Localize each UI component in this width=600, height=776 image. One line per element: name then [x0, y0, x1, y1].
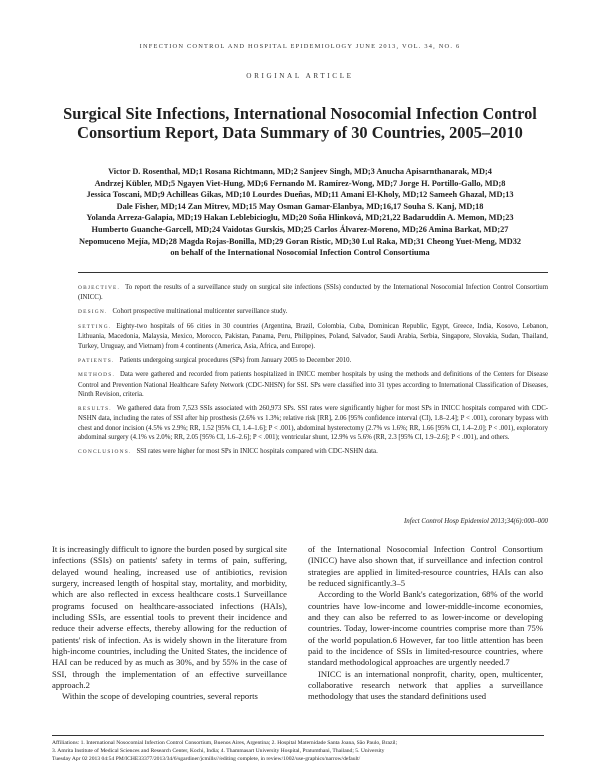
author-list	[55, 166, 545, 259]
abstract-label: PATIENTS.	[78, 357, 115, 364]
body-paragraph: INICC is an international nonprofit, charity, open, multicenter, collaborative research network that applies a surveillance methodology that uses the standard definitions used	[308, 668, 543, 702]
abstract-conclusions	[78, 447, 548, 457]
body-paragraph: According to the World Bank's categorization, 68% of the world countries have low-income and lower-middle-income economies, and they can also be referred to as lower-income or developing countries. Today, lower-income countries comprise more than 75% of the world population.6 However, far too little attention has been paid to the incidence of SSIs in limited-resource countries, where standard methodological approaches are urgently needed.7	[308, 589, 543, 668]
abstract-label: RESULTS.	[78, 405, 112, 412]
abstract-text: Data were gathered and recorded from patients hospitalized in INICC member hospitals by using the methods and definitions of the Centers for Disease Control and Prevention National Healthcare Safety Network (CDC-NHSN) for SSI. SPs were classified into 31 types according to International Classification of Diseases, Ninth Revision, criteria.	[78, 371, 548, 399]
abstract-text: We gathered data from 7,523 SSIs associated with 260,973 SPs. SSI rates were significantly higher for most SPs in INICC hospitals compared with CDC-NSHN data, including the rates of SSI after hip prosthesis (2.6% vs 1.3%; relative risk [RR], 2.06 [95% confidence interval (CI), 1.8–2.4]; P < .001), coronary bypass with chest and donor incision (4.5% vs 2.9%; RR, 1.52 [95% CI, 1.4–1.6]; P < .001), abdominal hysterectomy (2.7% vs 1.6%; RR, 1.66 [95% CI, 1.4–2.0]; P < .001), exploratory abdominal surgery (4.1% vs 2.0%; RR, 2.05 [95% CI, 1.6–2.6]; P < .001); ventricular shunt, 12.9% vs 5.6% (RR, 2.3 [95% CI, 1.9–2.6]; P < .001), and others.	[78, 404, 548, 441]
author-line: Dale Fisher, MD;14 Zan Mitrev, MD;15 May Osman Gamar-Elanbya, MD;16,17 Souha S. Kanj, MD;18	[116, 201, 484, 211]
footnote-line: 3. Amrita Institute of Medical Sciences and Research Center, Kochi, India; 4. Thammasart University Hospital, Pratumthani, Thailand; 5. University	[52, 748, 385, 755]
body-paragraph: It is increasingly difficult to ignore the burden posed by surgical site infections (SSIs) on patients' safety in terms of pain, suffering, delayed wound healing, increased use of antibiotics, revision surgery, increased length of hospital stay, mortality, and morbidity, which are also reflected in excess healthcare costs.1 Surveillance programs focused on healthcare-associated infections (HAIs), including SSIs, are essential tools to prevent their incidence and reduce their adverse effects, thereby allowing for the reduction of patients' risk of infection. As is widely shown in the literature from high-income countries, including the United States, the incidence of HAI can be reduced by as much as 30%, and by 55% in the case of SSI, through the implementation of an effective surveillance approach.2	[52, 544, 287, 691]
body-paragraph: of the International Nosocomial Infection Control Consortium (INICC) have also shown that, if surveillance and infection control strategies are applied in limited-resource countries, HAIs can also be reduced significantly.3–5	[308, 544, 543, 589]
abstract-top-rule	[78, 272, 548, 273]
abstract-objective	[78, 283, 548, 303]
author-line: Humberto Guanche-Garcell, MD;24 Vaidotas Gurskis, MD;25 Carlos Álvarez-Moreno, MD;26 Amina Barkat, MD;27	[91, 224, 509, 234]
author-line: Nepomuceno Mejía, MD;28 Magda Rojas-Bonilla, MD;29 Goran Ristic, MD;30 Lul Raka, MD;31 Cheong Yuet-Meng, MD32	[78, 236, 522, 246]
abstract-design	[78, 307, 548, 317]
author-line: Andrzej Kübler, MD;5 Ngayen Viet-Hung, MD;6 Fernando M. Ramírez-Wong, MD;7 Jorge H. Portillo-Gallo, MD;8	[94, 178, 506, 188]
abstract-text: Eighty-two hospitals of 66 cities in 30 countries (Argentina, Brazil, Colombia, Cuba, Dominican Republic, Egypt, Greece, India, Kosovo, Lebanon, Lithuania, Macedonia, Malaysia, Mexico, Morocco, Pakistan, Panama, Peru, Philippines, Poland, Salvador, Saudi Arabia, Serbia, Singapore, Slovakia, Sudan, Thailand, Turkey, Uruguay, and Vietnam) from 4 continents (America, Asia, Africa, and Europe).	[78, 323, 548, 350]
abstract-label: DESIGN.	[78, 309, 108, 316]
abstract-results	[78, 404, 548, 442]
abstract	[78, 283, 548, 462]
body-paragraph: Within the scope of developing countries, several reports	[62, 691, 258, 702]
article-type: ORIGINAL ARTICLE	[246, 72, 354, 80]
author-line: on behalf of the International Nosocomial Infection Control Consortiuma	[170, 248, 430, 258]
abstract-label: OBJECTIVE.	[78, 285, 121, 291]
body-column-left	[52, 544, 287, 703]
author-line: Jessica Toscani, MD;9 Achilleas Gikas, MD;10 Lourdes Dueñas, MD;11 Amani El-Kholy, MD;12 Sameeh Ghazal, MD;13	[86, 190, 514, 200]
abstract-label: CONCLUSIONS.	[78, 448, 132, 455]
article-title: Surgical Site Infections, International Nosocomial Infection Control Consortium Report, Data Summary of 30 Countries, 2005–2010	[63, 104, 537, 142]
abstract-text: Patients undergoing surgical procedures (SPs) from January 2005 to December 2010.	[119, 356, 352, 364]
running-head: INFECTION CONTROL AND HOSPITAL EPIDEMIOLOGY JUNE 2013, VOL. 34, NO. 6	[139, 43, 461, 50]
abstract-text: To report the results of a surveillance study on surgical site infections (SSIs) conducted by the International Nosocomial Infection Control Consortium (INICC).	[78, 284, 548, 302]
abstract-text: Cohort prospective multinational multicenter surveillance study.	[112, 308, 288, 316]
production-stamp: Tuesday Apr 02 2013 04:54 PM/ICHE33377/2013/34/6/sgardiner/jcmills///editing complete, in review/1002/use-graphics/narrow/default/	[52, 756, 361, 763]
abstract-label: METHODS.	[78, 372, 116, 379]
author-line: Yolanda Arreza-Galapia, MD;19 Hakan Leblebicioglu, MD;20 Soña Hlinková, MD;21,22 Badaruddin A. Memon, MD;23	[86, 213, 514, 223]
citation-line: Infect Control Hosp Epidemiol 2013;34(6):000–000	[403, 518, 548, 525]
body-column-right	[308, 544, 543, 703]
abstract-methods	[78, 370, 548, 399]
affiliations-footnote	[52, 739, 547, 763]
abstract-label: SETTING.	[78, 324, 112, 331]
footnote-line: Affiliations: 1. International Nosocomial Infection Control Consortium, Buenos Aires, Argentina; 2. Hospital Maternidade Santa Joana, São Paulo, Brazil;	[52, 740, 398, 746]
abstract-patients	[78, 356, 548, 366]
abstract-text: SSI rates were higher for most SPs in INICC hospitals compared with CDC-NSHN data.	[136, 447, 378, 455]
abstract-setting	[78, 322, 548, 351]
footnote-rule	[52, 735, 544, 736]
author-line: Victor D. Rosenthal, MD;1 Rosana Richtmann, MD;2 Sanjeev Singh, MD;3 Anucha Apisarnthanarak, MD;4	[108, 167, 492, 176]
